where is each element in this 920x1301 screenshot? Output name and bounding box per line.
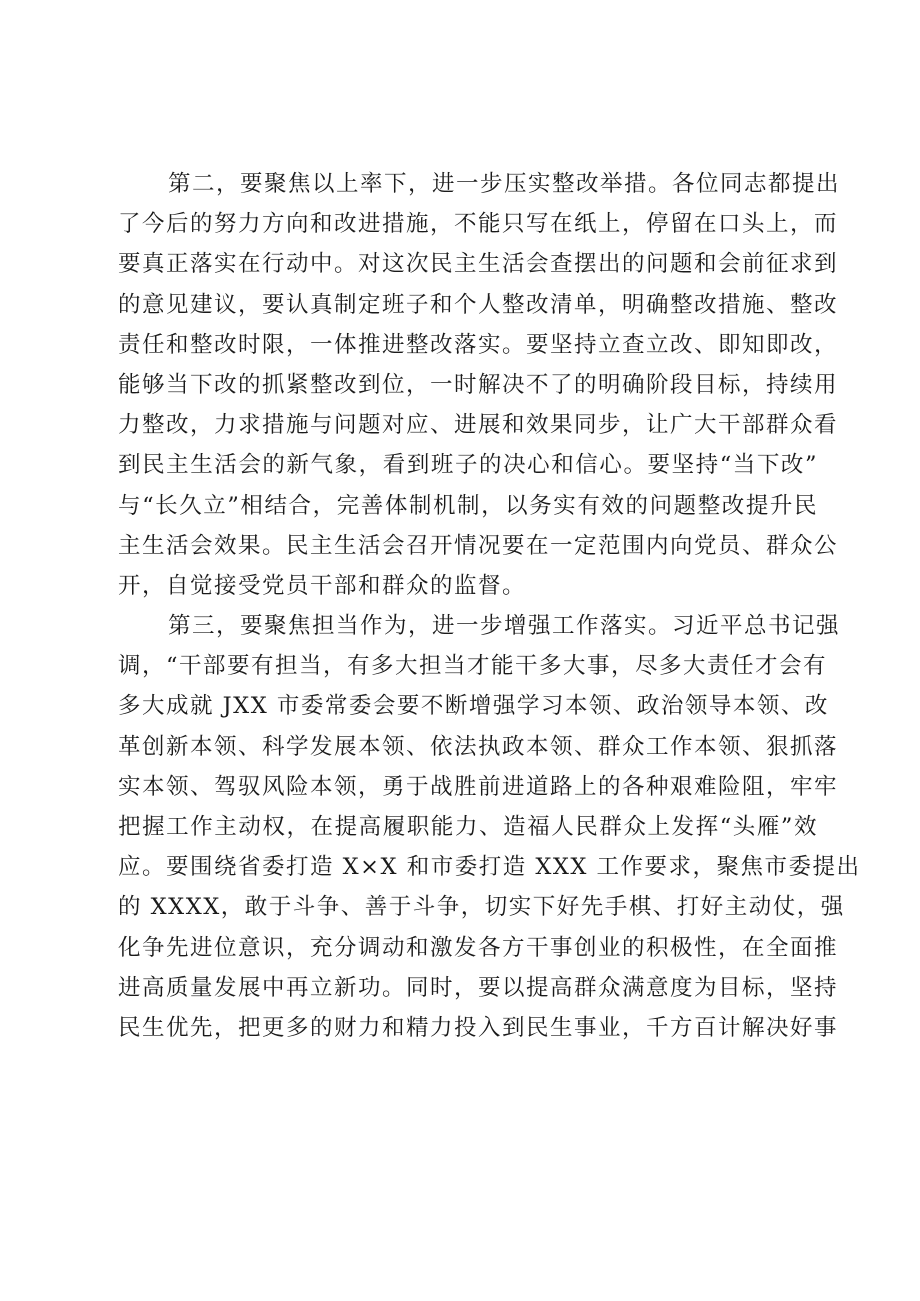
text-line: 责任和整改时限，一体推进整改落实。要坚持立查立改、即知即改， [118, 331, 839, 358]
text-line: 第三，要聚焦担当作为，进一步增强工作落实。习近平总书记强 [168, 613, 841, 640]
document-body [118, 164, 861, 1048]
text-line: 进高质量发展中再立新功。同时，要以提高群众满意度为目标，坚持 [118, 974, 839, 1001]
text-line: 与“长久立”相结合，完善体制机制，以务实有效的问题整改提升民 [118, 492, 818, 519]
paragraph-second-point [118, 164, 841, 606]
text-line: 到民主生活会的新气象，看到班子的决心和信心。要坚持“当下改” [118, 452, 818, 479]
text-line: 化争先进位意识，充分调动和激发各方干事创业的积极性，在全面推 [118, 934, 839, 961]
text-line: 应。要围绕省委打造 X×X 和市委打造 XXX 工作要求，聚焦市委提出 [118, 854, 861, 881]
text-line: 多大成就 JXX 市委常委会要不断增强学习本领、政治领导本领、改 [118, 693, 829, 720]
text-line: 革创新本领、科学发展本领、依法执政本领、群众工作本领、狠抓落 [118, 733, 839, 760]
text-line: 开，自觉接受党员干部和群众的监督。 [118, 572, 527, 599]
text-line: 把握工作主动权，在提高履职能力、造福人民群众上发挥“头雁”效 [118, 814, 818, 840]
text-line: 民生优先，把更多的财力和精力投入到民生事业，千方百计解决好事 [118, 1014, 839, 1041]
text-line: 调，“干部要有担当，有多大担当才能干多大事，尽多大责任才会有 [118, 653, 828, 680]
text-line: 的意见建议，要认真制定班子和个人整改清单，明确整改措施、整改 [118, 291, 839, 318]
text-line: 力整改，力求措施与问题对应、进展和效果同步，让广大干部群众看 [118, 412, 839, 439]
paragraph-third-point [118, 606, 861, 1048]
text-line: 了今后的努力方向和改进措施，不能只写在纸上，停留在口头上，而 [118, 211, 839, 238]
text-line: 的 XXXX，敢于斗争、善于斗争，切实下好先手棋、打好主动仗，强 [118, 894, 845, 921]
text-line: 第二，要聚焦以上率下，进一步压实整改举措。各位同志都提出 [168, 171, 841, 197]
text-line: 实本领、驾驭风险本领，勇于战胜前进道路上的各种艰难险阻，牢牢 [118, 773, 839, 800]
text-line: 要真正落实在行动中。对这次民主生活会查摆出的问题和会前征求到 [118, 251, 839, 278]
text-line: 能够当下改的抓紧整改到位，一时解决不了的明确阶段目标，持续用 [118, 371, 839, 398]
text-line: 主生活会效果。民主生活会召开情况要在一定范围内向党员、群众公 [118, 532, 839, 559]
